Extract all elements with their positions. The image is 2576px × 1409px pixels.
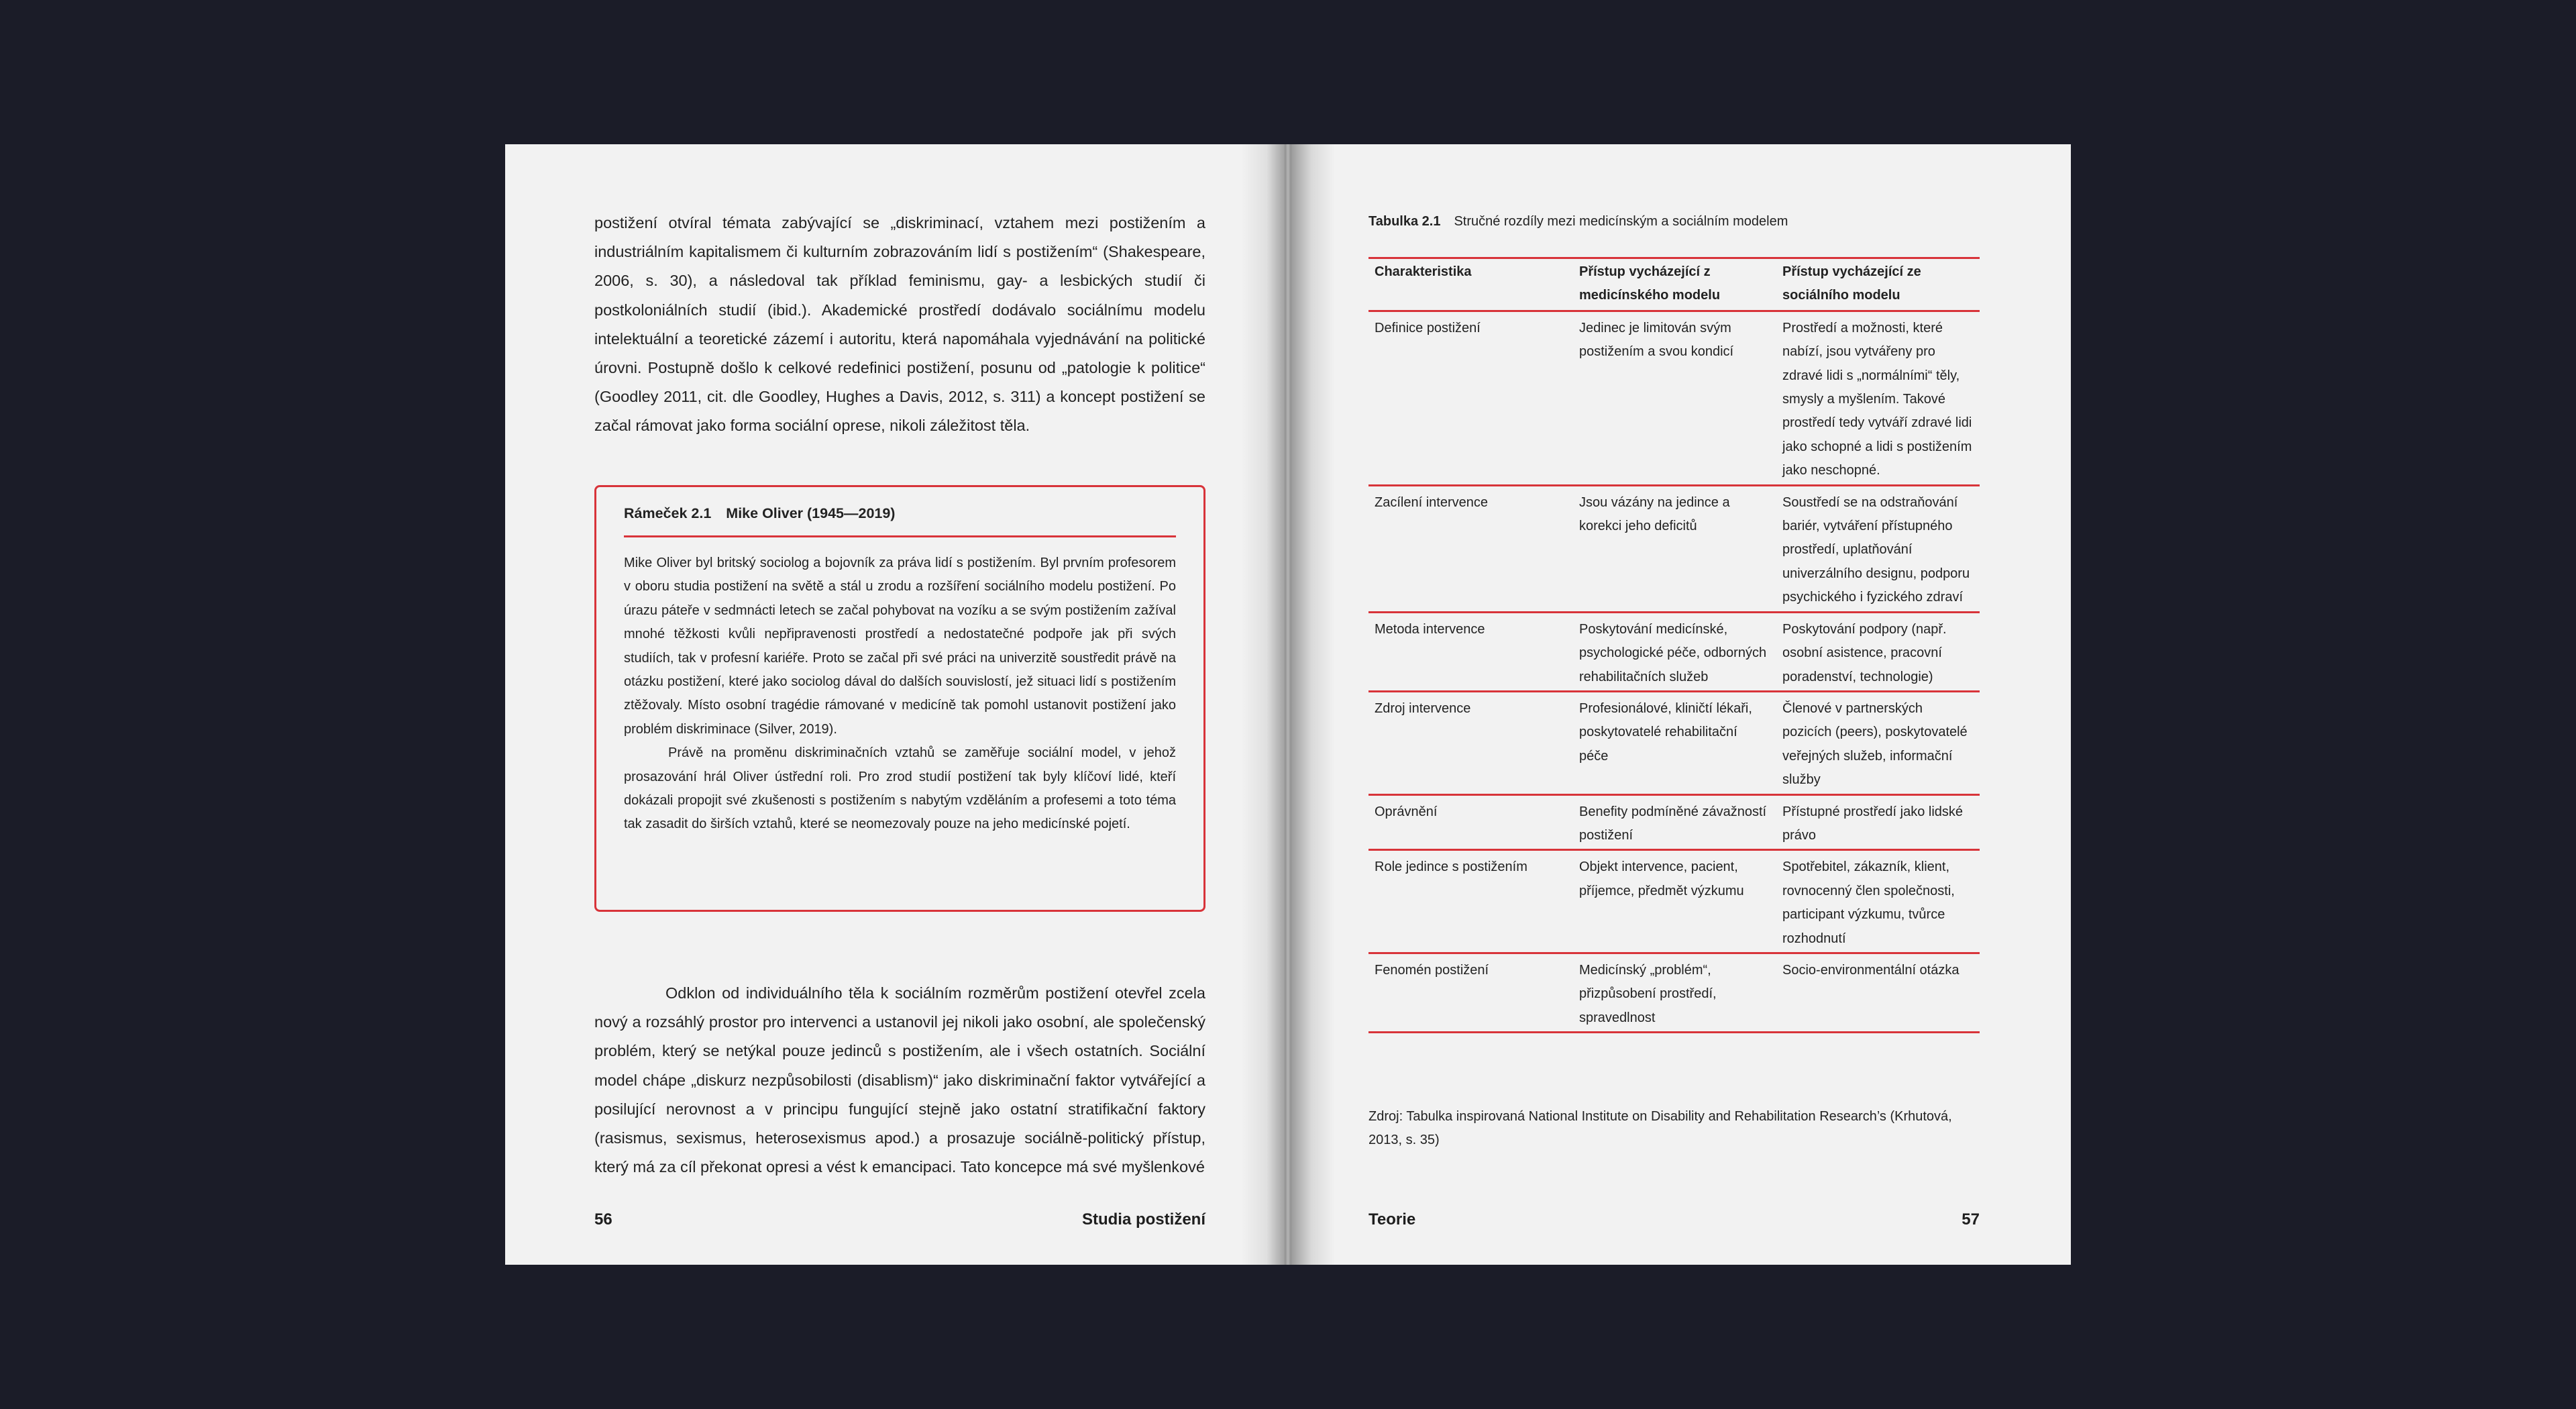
sidebar-box: [594, 485, 1205, 912]
table-cell: Definice postižení: [1368, 311, 1573, 485]
table-label: Tabulka 2.1: [1368, 214, 1441, 229]
table-cell: Prostředí a možnosti, které nabízí, jsou vytvářeny pro zdravé lidi s „normálními“ těly, smysly a myšlením. Takové prostředí tedy vytváří zdravé lidi jako schopné a lidi s postižením jako neschopné.: [1776, 311, 1980, 485]
table-cell: Oprávnění: [1368, 794, 1573, 850]
table-cell: Role jedince s postižením: [1368, 850, 1573, 953]
table-cell: Objekt intervence, pacient, příjemce, předmět výzkumu: [1573, 850, 1776, 953]
table-cell: Poskytování medicínské, psychologické péče, odborných rehabilitačních služeb: [1573, 612, 1776, 691]
table-row: [1368, 691, 1980, 794]
table-cell: Socio-environmentální otázka: [1776, 953, 1980, 1032]
table-cell: Zdroj intervence: [1368, 691, 1573, 794]
table-row: [1368, 953, 1980, 1032]
table-cell: Fenomén postižení: [1368, 953, 1573, 1032]
column-header: Charakteristika: [1368, 258, 1573, 311]
table-cell: Soustředí se na odstraňování bariér, vytváření přístupného prostředí, uplatňování univerzálního designu, podporu psychického i fyzického zdraví: [1776, 485, 1980, 612]
box-heading: [624, 502, 1176, 537]
book-gutter: [1285, 144, 1291, 1265]
column-header: Přístup vycházející ze sociálního modelu: [1776, 258, 1980, 311]
table-source-note: Zdroj: Tabulka inspirovaná National Institute on Disability and Rehabilitation Research’s (Krhutová, 2013, s. 35): [1368, 1109, 1952, 1148]
table-cell: Spotřebitel, zákazník, klient, rovnocenný člen společnosti, participant výzkumu, tvůrce rozhodnutí: [1776, 850, 1980, 953]
table-cell: Členové v partnerských pozicích (peers), poskytovatelé veřejných služeb, informační služby: [1776, 691, 1980, 794]
box-paragraph: Právě na proměnu diskriminačních vztahů se zaměřuje sociální model, v jehož prosazování hrál Oliver ústřední roli. Pro zrod studií postižení tak byly klíčoví lidé, kteří dokázali propojit své zkušenosti s postižením s nabytým vzděláním a profesemi a toto téma tak zasadit do širších vztahů, které se neomezovaly pouze na jeho medicínské pojetí.: [624, 745, 1176, 832]
left-page: [505, 144, 1288, 1265]
table-row: [1368, 485, 1980, 612]
table-cell: Jsou vázány na jedince a korekci jeho deficitů: [1573, 485, 1776, 612]
table-row: [1368, 794, 1980, 850]
table-cell: Profesionálové, kliničtí lékaři, poskytovatelé rehabilitační péče: [1573, 691, 1776, 794]
page-number: 57: [1962, 1210, 1980, 1229]
running-title: Studia postižení: [1081, 1210, 1205, 1229]
body-paragraph: Odklon od individuálního těla k sociálním rozměrům postižení otevřel zcela nový a rozsáhlý prostor pro intervenci a ustanovil jej nikoli jako osobní, ale společenský problém, který se netýkal pouze jedinců s postižením, ale i všech ostatních. Sociální model chápe „diskurz nezpůsobilosti (disablism)“ jako diskriminační faktor vytvářející a posilující nerovnost a v principu fungující stejně jako ostatní stratifikační faktory (rasismus, sexismus, heterosexismus apod.) a prosazuje sociálně-politický přístup, který má za cíl překonat opresi a vést k emancipaci. Tato koncepce má své myšlenkové: [594, 984, 1205, 1176]
table-caption: [1368, 214, 1788, 229]
page-number: 56: [594, 1210, 612, 1229]
table-cell: Metoda intervence: [1368, 612, 1573, 691]
table-cell: Přístupné prostředí jako lidské právo: [1776, 794, 1980, 850]
body-paragraph: postižení otvíral témata zabývající se „diskriminací, vztahem mezi postižením a industriálním kapitalismem či kulturním zobrazováním lidí s postižením“ (Shakespeare, 2006, s. 30), a následoval tak příklad feminismu, gay- a lesbických studií či postkoloniálních studií (ibid.). Akademické prostředí dodávalo sociálnímu modelu intelektuální a teoretické zázemí i autoritu, která napomáhala vyjednávání na politické úrovni. Postupně došlo k celkové redefinici postižení, posunu od „patologie k politice“ (Goodley 2011, cit. dle Goodley, Hughes a Davis, 2012, s. 311) a koncept postižení se začal rámovat jako forma sociální oprese, nikoli záležitost těla.: [594, 214, 1205, 435]
table-row: [1368, 311, 1980, 485]
box-body: [624, 552, 1176, 837]
box-paragraph: Mike Oliver byl britský sociolog a bojovník za práva lidí s postižením. Byl prvním profesorem v oboru studia postižení na světě a stál u zrodu a rozšíření sociálního modelu postižení. Po úrazu páteře v sedmnácti letech se začal pohybovat na vozíku a se svým postižením zažíval mnohé těžkosti kvůli nepřipravenosti prostředí a nedostatečné podpoře jak při svých studiích, tak v profesní kariéře. Proto se začal při své práci na univerzitě soustředit právě na otázku postižení, které jako sociolog dával do dalších souvislostí, jež situaci lidí s postižením ztěžovaly. Místo osobní tragédie rámované v medicíně tak pomohl ustanovit postižení jako problém diskriminace (Silver, 2019).: [624, 556, 1176, 737]
right-page: [1288, 144, 2071, 1265]
comparison-table: [1368, 257, 1980, 1033]
column-header: Přístup vycházející z medicínského modelu: [1573, 258, 1776, 311]
table-cell: Poskytování podpory (např. osobní asistence, pracovní poradenství, technologie): [1776, 612, 1980, 691]
table-caption-text: Stručné rozdíly mezi medicínským a sociálním modelem: [1454, 214, 1788, 229]
table-cell: Jedinec je limitován svým postižením a svou kondicí: [1573, 311, 1776, 485]
table-cell: Benefity podmíněné závažností postižení: [1573, 794, 1776, 850]
running-title: Teorie: [1368, 1210, 1416, 1229]
table-header-row: [1368, 258, 1980, 311]
box-label: Rámeček 2.1: [624, 505, 712, 521]
table-cell: Medicínský „problém“, přizpůsobení prostředí, spravedlnost: [1573, 953, 1776, 1032]
box-title: Mike Oliver (1945—2019): [726, 505, 896, 521]
book-spread: [505, 144, 2071, 1265]
table-row: [1368, 850, 1980, 953]
table-cell: Zacílení intervence: [1368, 485, 1573, 612]
table-row: [1368, 612, 1980, 691]
